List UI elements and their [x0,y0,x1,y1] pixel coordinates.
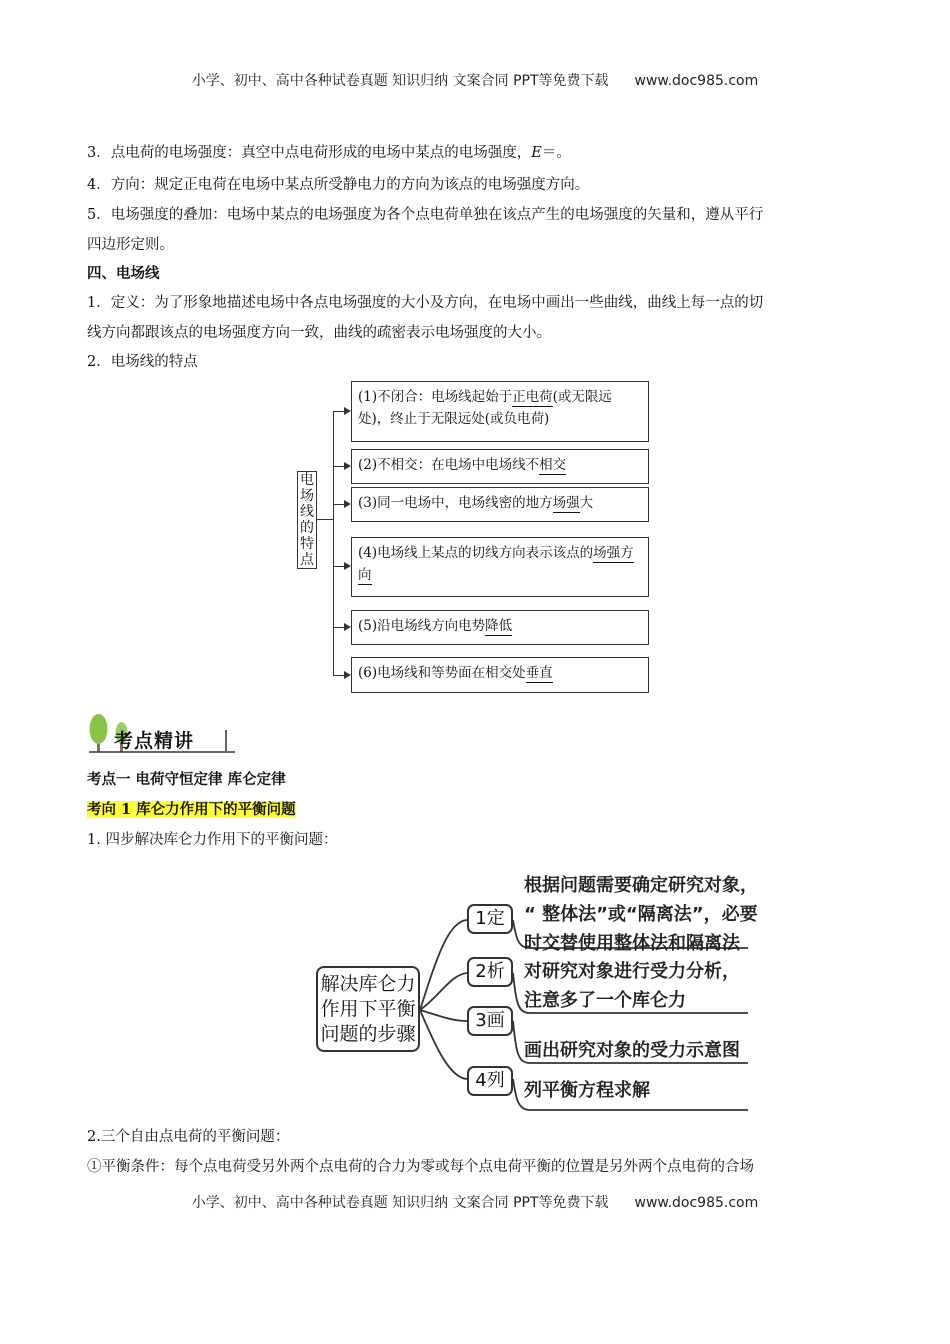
step-description: 列平衡方程求解 [524,1080,650,1101]
topic-subheading: 考向 1 库仑力作用下的平衡问题 [87,801,296,818]
features-trunk-line [333,411,334,675]
feature-box: (6)电场线和等势面在相交处垂直 [351,657,649,693]
section-badge-title: 考点精讲 [114,730,195,752]
branch-line [333,411,344,412]
feature-box: (1)不闭合：电场线起始于正电荷(或无限远处)，终止于无限远处(或负电荷) [351,381,649,442]
branch-arrow-icon [344,671,351,679]
feature-box: (4)电场线上某点的切线方向表示该点的场强方向 [351,537,649,597]
feature-box: (5)沿电场线方向电势降低 [351,610,649,645]
branch-arrow-icon [344,462,351,470]
step-description: 根据问题需要确定研究对象， “ 整体法”或“隔离法”，必要 时交替使用整体法和隔离法 [524,875,758,954]
branch-arrow-icon [344,562,351,570]
feature-box: (2)不相交：在电场中电场线不相交 [351,449,649,484]
paragraph-features-title: 2．电场线的特点 [87,354,198,370]
features-root-box: 电 场 线 的 特 点 [297,471,317,569]
branch-line [333,504,344,505]
footer-site-link[interactable]: www.doc985.com [634,1195,759,1211]
header-site-link[interactable]: www.doc985.com [634,73,759,89]
step-label-box: 4列 [467,1066,513,1096]
step-label-box: 2析 [467,957,513,987]
topic2-condition: ①平衡条件：每个点电荷受另外两个点电荷的合力为零或每个点电荷平衡的位置是另外两个点电荷的合场 [87,1159,754,1175]
footer-text: 小学、初中、高中各种试卷真题 知识归纳 文案合同 PPT等免费下载 [191,1195,609,1211]
branch-line [333,675,344,676]
paragraph-definition-a: 1．定义：为了形象地描述电场中各点电场强度的大小及方向，在电场中画出一些曲线，曲线上每一点的切 [87,295,764,311]
branch-arrow-icon [344,623,351,631]
step-description: 画出研究对象的受力示意图 [524,1040,740,1061]
branch-arrow-icon [344,500,351,508]
paragraph-superposition-a: 5．电场强度的叠加：电场中某点的电场强度为各个点电荷单独在该点产生的电场强度的矢量和，遵从平行 [87,207,764,223]
feature-box: (3)同一电场中，电场线密的地方场强大 [351,487,649,522]
topic-intro: 1. 四步解决库仑力作用下的平衡问题： [87,832,338,848]
header-text: 小学、初中、高中各种试卷真题 知识归纳 文案合同 PPT等免费下载 [191,73,609,89]
topic-heading: 考点一 电荷守恒定律 库仑定律 [87,771,286,788]
page-footer [0,1192,950,1212]
branch-line [333,566,344,567]
section-heading-field-lines: 四、电场线 [87,265,160,282]
paragraph-definition-b: 线方向都跟该点的电场强度方向一致，曲线的疏密表示电场强度的大小。 [87,325,551,341]
page-header [0,70,950,90]
features-connector [317,519,333,520]
branch-line [333,466,344,467]
steps-root-box: 解决库仑力 作用下平衡 问题的步骤 [316,966,420,1052]
step-label-box: 3画 [467,1006,513,1036]
paragraph-point-charge: 3．点电荷的电场强度：真空中点电荷形成的电场中某点的电场强度，E＝。 [87,145,571,161]
paragraph-direction: 4．方向：规定正电荷在电场中某点所受静电力的方向为该点的电场强度方向。 [87,177,590,193]
paragraph-superposition-b: 四边形定则。 [87,237,174,253]
branch-line [333,627,344,628]
step-label-box: 1定 [467,904,513,934]
branch-arrow-icon [344,407,351,415]
topic2-heading: 2.三个自由点电荷的平衡问题： [87,1129,290,1145]
step-description: 对研究对象进行受力分析， 注意多了一个库仑力 [524,961,740,1011]
